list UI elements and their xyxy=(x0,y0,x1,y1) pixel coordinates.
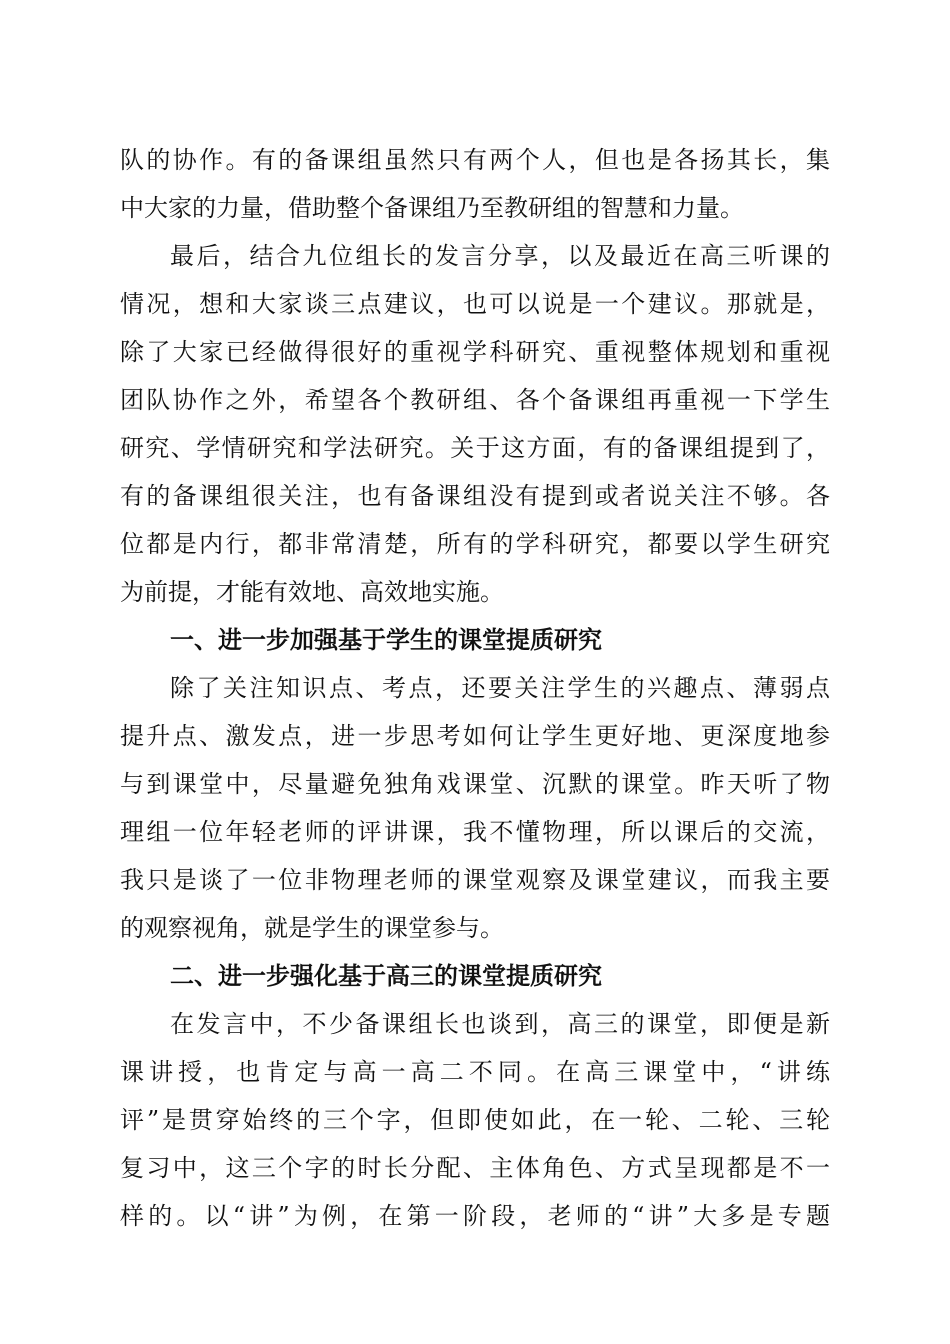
paragraph-line: 团队协作之外，希望各个教研组、各个备课组再重视一下学生 xyxy=(120,386,830,414)
paragraph-line: 除了关注知识点、考点，还要关注学生的兴趣点、薄弱点 xyxy=(170,674,830,702)
paragraph-line: 为前提，才能有效地、高效地实施。 xyxy=(120,578,504,606)
paragraph-line: 评”是贯穿始终的三个字，但即使如此，在一轮、二轮、三轮 xyxy=(120,1106,830,1134)
paragraph-line: 研究、学情研究和学法研究。关于这方面，有的备课组提到了， xyxy=(120,434,830,462)
paragraph-line: 课讲授，也肯定与高一高二不同。在高三课堂中，“讲练 xyxy=(120,1058,830,1086)
paragraph-line: 最后，结合九位组长的发言分享，以及最近在高三听课的 xyxy=(170,242,830,270)
paragraph-line: 中大家的力量，借助整个备课组乃至教研组的智慧和力量。 xyxy=(120,194,744,222)
paragraph-line: 的观察视角，就是学生的课堂参与。 xyxy=(120,914,504,942)
paragraph-line: 队的协作。有的备课组虽然只有两个人，但也是各扬其长，集 xyxy=(120,146,830,174)
paragraph-line: 理组一位年轻老师的评讲课，我不懂物理，所以课后的交流， xyxy=(120,818,830,846)
section-heading-2: 二、进一步强化基于高三的课堂提质研究 xyxy=(170,962,602,990)
section-heading-1: 一、进一步加强基于学生的课堂提质研究 xyxy=(170,626,602,654)
paragraph-line: 提升点、激发点，进一步思考如何让学生更好地、更深度地参 xyxy=(120,722,830,750)
paragraph-line: 在发言中，不少备课组长也谈到，高三的课堂，即便是新 xyxy=(170,1010,830,1038)
paragraph-line: 样的。以“讲”为例，在第一阶段，老师的“讲”大多是专题 xyxy=(120,1202,830,1230)
paragraph-line: 除了大家已经做得很好的重视学科研究、重视整体规划和重视 xyxy=(120,338,830,366)
paragraph-line: 我只是谈了一位非物理老师的课堂观察及课堂建议，而我主要 xyxy=(120,866,830,894)
paragraph-line: 复习中，这三个字的时长分配、主体角色、方式呈现都是不一 xyxy=(120,1154,830,1182)
paragraph-line: 有的备课组很关注，也有备课组没有提到或者说关注不够。各 xyxy=(120,482,830,510)
paragraph-line: 位都是内行，都非常清楚，所有的学科研究，都要以学生研究 xyxy=(120,530,830,558)
paragraph-line: 情况，想和大家谈三点建议，也可以说是一个建议。那就是， xyxy=(120,290,830,318)
paragraph-line: 与到课堂中，尽量避免独角戏课堂、沉默的课堂。昨天听了物 xyxy=(120,770,830,798)
